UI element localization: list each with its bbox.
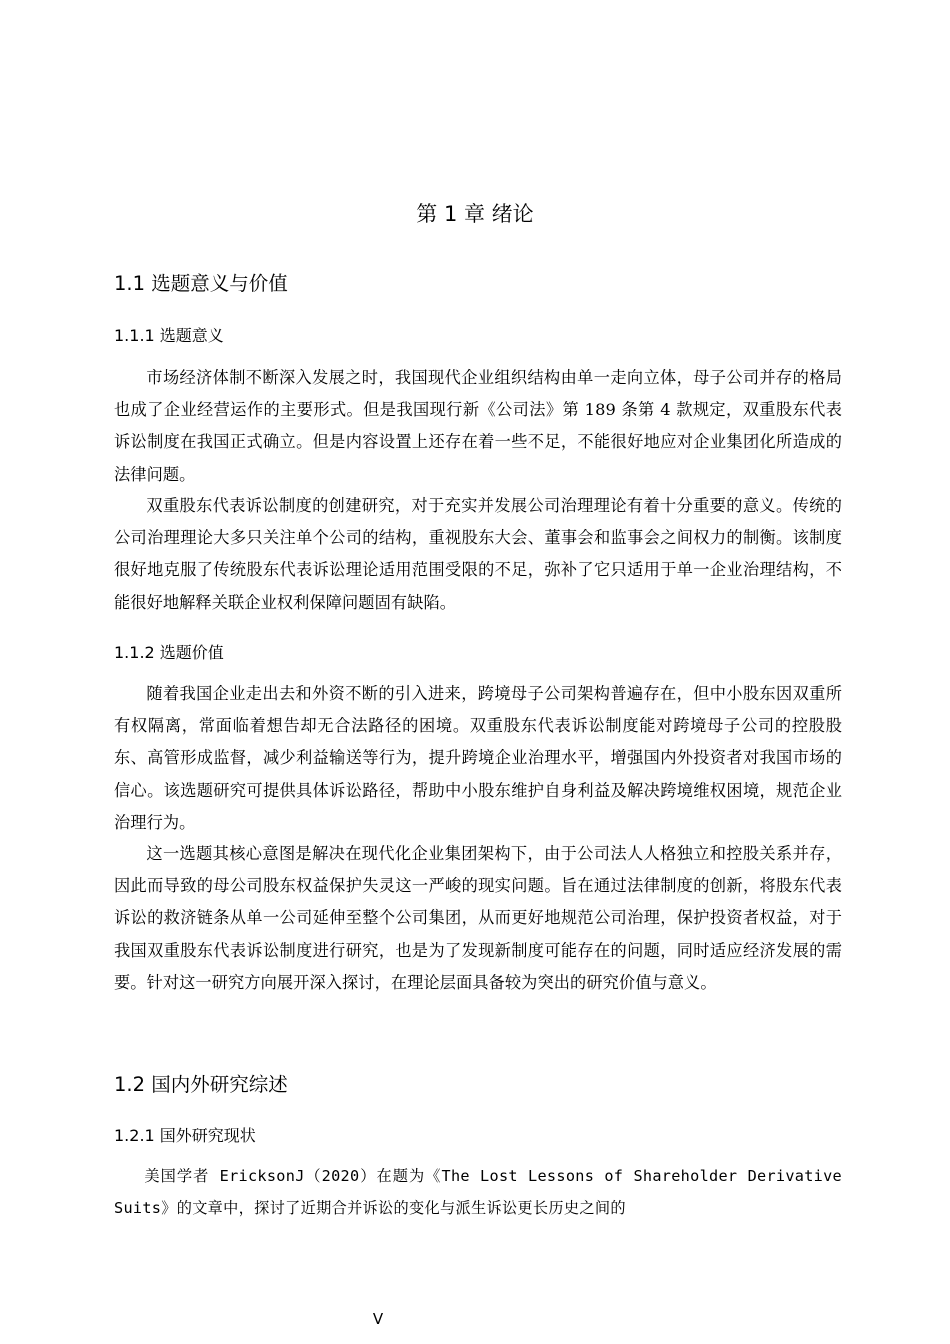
page-number: V bbox=[372, 1310, 384, 1328]
section-heading-1-1: 1.1 选题意义与价值 bbox=[114, 272, 288, 295]
section-heading-1-2: 1.2 国内外研究综述 bbox=[114, 1073, 288, 1096]
paragraph: 随着我国企业走出去和外资不断的引入进来，跨境母子公司架构普遍存在，但中小股东因双重所有权隔离，常面临着想告却无合法路径的困境。双重股东代表诉讼制度能对跨境母子公司的控股股东、高管形成监督，减少利益输送等行为，提升跨境企业治理水平，增强国内外投资者对我国市场的信心。该选题研究可提供具体诉讼路径，帮助中小股东维护自身利益及解决跨境维权困境，规范企业治理行为。 bbox=[114, 684, 842, 832]
chapter-title: 第 1 章 绪论 bbox=[416, 202, 534, 226]
subsection-heading-1-1-1: 1.1.1 选题意义 bbox=[114, 326, 224, 345]
paragraph: 双重股东代表诉讼制度的创建研究，对于充实并发展公司治理理论有着十分重要的意义。传统的公司治理理论大多只关注单个公司的结构，重视股东大会、董事会和监事会之间权力的制衡。该制度很好地克服了传统股东代表诉讼理论适用范围受限的不足，弥补了它只适用于单一企业治理结构，不能很好地解释关联企业权利保障问题固有缺陷。 bbox=[114, 496, 842, 612]
paragraph: 这一选题其核心意图是解决在现代化企业集团架构下，由于公司法人人格独立和控股关系并存，因此而导致的母公司股东权益保护失灵这一严峻的现实问题。旨在通过法律制度的创新，将股东代表诉讼的救济链条从单一公司延伸至整个公司集团，从而更好地规范公司治理，保护投资者权益，对于我国双重股东代表诉讼制度进行研究，也是为了发现新制度可能存在的问题，同时适应经济发展的需要。针对这一研究方向展开深入探讨，在理论层面具备较为突出的研究价值与意义。 bbox=[114, 844, 842, 992]
subsection-heading-1-1-2: 1.1.2 选题价值 bbox=[114, 643, 224, 662]
paragraph: 美国学者 EricksonJ（2020）在题为《The Lost Lessons of Shareholder Derivative Suits》的文章中，探讨了近期合并诉讼的变化与派生诉讼更长历史之间的 bbox=[114, 1167, 842, 1218]
paragraph: 市场经济体制不断深入发展之时，我国现代企业组织结构由单一走向立体，母子公司并存的格局也成了企业经营运作的主要形式。但是我国现行新《公司法》第 189 条第 4 款规定，双重股东代表诉讼制度在我国正式确立。但是内容设置上还存在着一些不足，不能很好地应对企业集团化所造成的法律问题。 bbox=[114, 368, 842, 484]
subsection-heading-1-2-1: 1.2.1 国外研究现状 bbox=[114, 1126, 256, 1145]
